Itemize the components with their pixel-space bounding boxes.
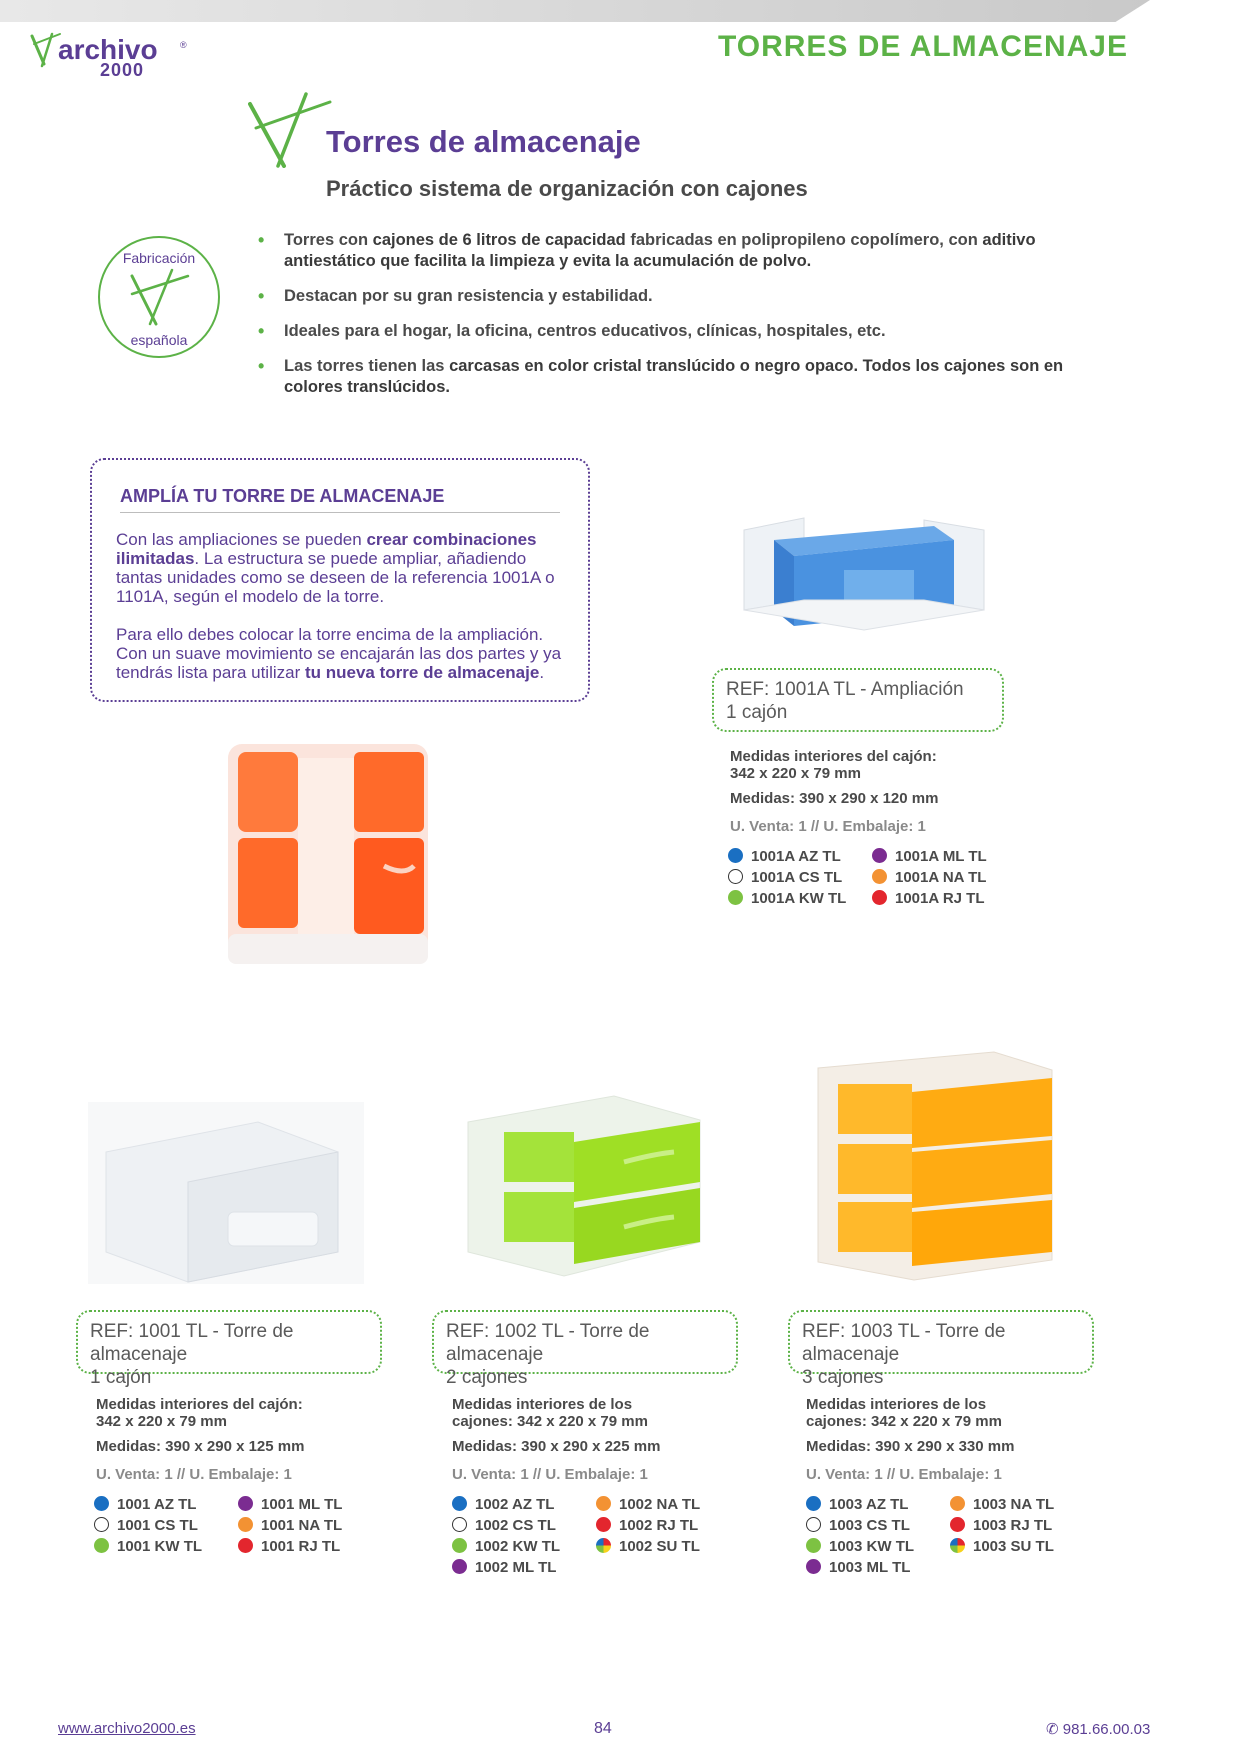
spec-interior-value: 342 x 220 x 79 mm [730, 765, 861, 782]
product-image-1001a [734, 500, 994, 640]
top-decorative-bar [0, 0, 1150, 22]
color-option [238, 1517, 342, 1538]
spec-dimensions: Medidas: 390 x 290 x 120 mm [730, 790, 939, 807]
color-code: 1002 NA TL [619, 1496, 701, 1513]
color-dot [452, 1538, 467, 1553]
ref-line2: 2 cajones [446, 1367, 528, 1388]
spec-dimensions: Medidas: 390 x 290 x 125 mm [96, 1438, 305, 1455]
bullet-bold: aditivo antiestático que facilita la limpieza y evita la acumulación de polvo. [284, 231, 1036, 270]
color-code: 1001 NA TL [261, 1517, 343, 1534]
section-header: TORRES DE ALMACENAJE [717, 30, 1128, 63]
bullet-text: Las torres tienen las [284, 357, 450, 375]
spec-interior [452, 1396, 752, 1430]
page-title: Torres de almacenaje [326, 124, 641, 159]
amplia-text-span: Para ello debes colocar la torre encima de la ampliación. Con un suave movimiento se encajarán las dos partes y ya tendrás lista para utilizar [116, 625, 562, 682]
color-dot [94, 1517, 109, 1532]
color-option [950, 1517, 1052, 1538]
color-code: 1002 SU TL [619, 1538, 700, 1555]
color-option [596, 1517, 698, 1538]
spec-interior [806, 1396, 1106, 1430]
ref-box-1003 [788, 1310, 1094, 1388]
logo-number: 2000 [100, 60, 145, 80]
amplia-text [116, 530, 576, 701]
color-dot [728, 869, 743, 884]
logo-word: archivo [58, 34, 158, 65]
color-dot-multicolor [596, 1538, 611, 1553]
phone-number[interactable] [1046, 1720, 1150, 1738]
color-option [872, 890, 984, 911]
color-code: 1001 KW TL [117, 1538, 203, 1555]
color-code: 1003 RJ TL [973, 1517, 1053, 1534]
color-dot [806, 1496, 821, 1511]
color-code: 1001A RJ TL [895, 890, 985, 907]
color-dot-multicolor [950, 1538, 965, 1553]
sales-units: U. Venta: 1 // U. Embalaje: 1 [730, 818, 926, 835]
spec-interior-label: Medidas interiores de los [806, 1396, 987, 1413]
color-code: 1001A KW TL [751, 890, 847, 907]
color-option [728, 890, 846, 911]
color-option [806, 1538, 914, 1559]
color-dot [728, 848, 743, 863]
website-link[interactable]: www.archivo2000.es [58, 1720, 196, 1737]
phone-text: 981.66.00.03 [1062, 1721, 1151, 1738]
amplia-info-box [90, 458, 590, 702]
amplia-bold: tu nueva torre de almacenaje [304, 663, 540, 682]
color-option [238, 1538, 340, 1559]
divider [120, 512, 560, 513]
color-dot [950, 1517, 965, 1532]
product-image-1001 [88, 1102, 364, 1284]
color-option [94, 1496, 196, 1517]
amplia-bold: crear combinaciones ilimitadas [116, 530, 537, 568]
logo-registered: ® [180, 40, 187, 50]
color-option [950, 1538, 1054, 1559]
page-number: 84 [594, 1720, 612, 1737]
spec-interior-label: Medidas interiores de los [452, 1396, 633, 1413]
page-subtitle: Práctico sistema de organización con cajones [326, 176, 808, 201]
color-option [596, 1538, 700, 1559]
amplia-text-span: Con las ampliaciones se pueden [116, 530, 367, 549]
color-option [452, 1517, 556, 1538]
color-dot [452, 1559, 467, 1574]
color-option [452, 1538, 560, 1559]
color-option [94, 1517, 198, 1538]
ref-line1: REF: 1001A TL - Ampliación [726, 679, 964, 700]
color-option [728, 869, 842, 890]
ref-box-1001 [76, 1310, 382, 1388]
spec-interior-value: 342 x 220 x 79 mm [96, 1413, 227, 1430]
color-code: 1001 CS TL [117, 1517, 198, 1534]
brand-x-icon [248, 92, 334, 168]
color-dot [872, 890, 887, 905]
color-code: 1002 ML TL [475, 1559, 557, 1576]
color-dot [238, 1496, 253, 1511]
ref-line2: 1 cajón [726, 702, 788, 723]
bullet-text: Ideales para el hogar, la oficina, centros educativos, clínicas, hospitales, etc. [284, 322, 886, 340]
color-code: 1003 SU TL [973, 1538, 1054, 1555]
color-dot [872, 869, 887, 884]
color-options [806, 1496, 1106, 1606]
sales-units: U. Venta: 1 // U. Embalaje: 1 [806, 1466, 1002, 1483]
ref-line1: REF: 1001 TL - Torre de almacenaje [90, 1321, 294, 1365]
amplia-text-span: . [539, 663, 545, 682]
color-options [452, 1496, 752, 1606]
color-code: 1003 CS TL [829, 1517, 910, 1534]
sales-units: U. Venta: 1 // U. Embalaje: 1 [96, 1466, 292, 1483]
color-option [452, 1496, 554, 1517]
brand-x-icon [128, 268, 192, 326]
amplia-text-span: . La estructura se puede ampliar, añadiendo tantas unidades como se deseen de la referencia 1001A o 1101A, según el modelo de la torre. [116, 549, 555, 606]
color-dot [806, 1559, 821, 1574]
bullet-text: Destacan por su gran resistencia y estabilidad. [284, 287, 653, 305]
color-dot [596, 1517, 611, 1532]
color-code: 1003 ML TL [829, 1559, 911, 1576]
badge-top-text: Fabricación [122, 250, 196, 266]
color-code: 1003 AZ TL [829, 1496, 909, 1513]
color-code: 1002 CS TL [475, 1517, 556, 1534]
list-item [258, 230, 1078, 272]
spec-interior [96, 1396, 396, 1430]
bullet-text: Torres con [284, 231, 373, 249]
color-option [452, 1559, 556, 1580]
color-code: 1001A NA TL [895, 869, 987, 886]
color-option [950, 1496, 1054, 1517]
spec-interior [730, 748, 1030, 782]
color-option [596, 1496, 700, 1517]
color-dot [596, 1496, 611, 1511]
list-item [258, 286, 1078, 307]
amplia-paragraph [116, 625, 576, 682]
sales-units: U. Venta: 1 // U. Embalaje: 1 [452, 1466, 648, 1483]
spec-dimensions: Medidas: 390 x 290 x 330 mm [806, 1438, 1015, 1455]
phone-icon: ✆ [1046, 1721, 1059, 1738]
color-code: 1001 AZ TL [117, 1496, 197, 1513]
color-dot [94, 1538, 109, 1553]
color-dot [806, 1517, 821, 1532]
color-option [806, 1559, 910, 1580]
bullet-bold: carcasas en color cristal translúcido o negro opaco. Todos los cajones son en colores translúcidos. [284, 357, 1064, 396]
color-option [872, 848, 987, 869]
ref-line2: 1 cajón [90, 1367, 152, 1388]
color-code: 1001 ML TL [261, 1496, 343, 1513]
color-code: 1001A CS TL [751, 869, 843, 886]
color-code: 1002 AZ TL [475, 1496, 555, 1513]
list-item [258, 321, 1078, 342]
badge-bottom-text: española [130, 332, 188, 348]
archivo-logo[interactable] [30, 30, 187, 82]
color-dot [728, 890, 743, 905]
color-code: 1001A ML TL [895, 848, 987, 865]
color-dot [950, 1496, 965, 1511]
color-option [872, 869, 986, 890]
ref-box-1001a [712, 668, 1004, 732]
color-code: 1001A AZ TL [751, 848, 841, 865]
color-code: 1001 RJ TL [261, 1538, 341, 1555]
amplia-title: AMPLÍA TU TORRE DE ALMACENAJE [120, 486, 445, 506]
color-option [238, 1496, 342, 1517]
feature-list [258, 230, 1078, 412]
color-code: 1002 RJ TL [619, 1517, 699, 1534]
product-image-1003 [814, 1048, 1056, 1284]
made-in-spain-badge [98, 236, 220, 358]
color-options [728, 848, 1028, 938]
product-image-orange-tower [224, 738, 444, 968]
bullet-bold: cajones de 6 litros de capacidad [372, 231, 626, 249]
spec-dimensions: Medidas: 390 x 290 x 225 mm [452, 1438, 661, 1455]
color-option [806, 1517, 910, 1538]
color-code: 1003 KW TL [829, 1538, 915, 1555]
spec-interior-value: cajones: 342 x 220 x 79 mm [806, 1413, 1002, 1430]
color-dot [238, 1538, 253, 1553]
ref-line1: REF: 1002 TL - Torre de almacenaje [446, 1321, 650, 1365]
product-image-1002 [464, 1092, 704, 1282]
color-dot [94, 1496, 109, 1511]
color-code: 1002 KW TL [475, 1538, 561, 1555]
spec-interior-label: Medidas interiores del cajón: [730, 748, 937, 765]
bullet-text: fabricadas en polipropileno copolímero, con [625, 231, 983, 249]
color-option [728, 848, 841, 869]
spec-interior-label: Medidas interiores del cajón: [96, 1396, 303, 1413]
color-dot [452, 1496, 467, 1511]
ref-line2: 3 cajones [802, 1367, 884, 1388]
list-item [258, 356, 1078, 398]
spec-interior-value: cajones: 342 x 220 x 79 mm [452, 1413, 648, 1430]
color-dot [452, 1517, 467, 1532]
color-options [94, 1496, 394, 1586]
color-dot [238, 1517, 253, 1532]
color-option [94, 1538, 202, 1559]
ref-line1: REF: 1003 TL - Torre de almacenaje [802, 1321, 1006, 1365]
ref-box-1002 [432, 1310, 738, 1388]
color-code: 1003 NA TL [973, 1496, 1055, 1513]
amplia-paragraph [116, 530, 576, 606]
color-dot [806, 1538, 821, 1553]
color-dot [872, 848, 887, 863]
color-option [806, 1496, 908, 1517]
